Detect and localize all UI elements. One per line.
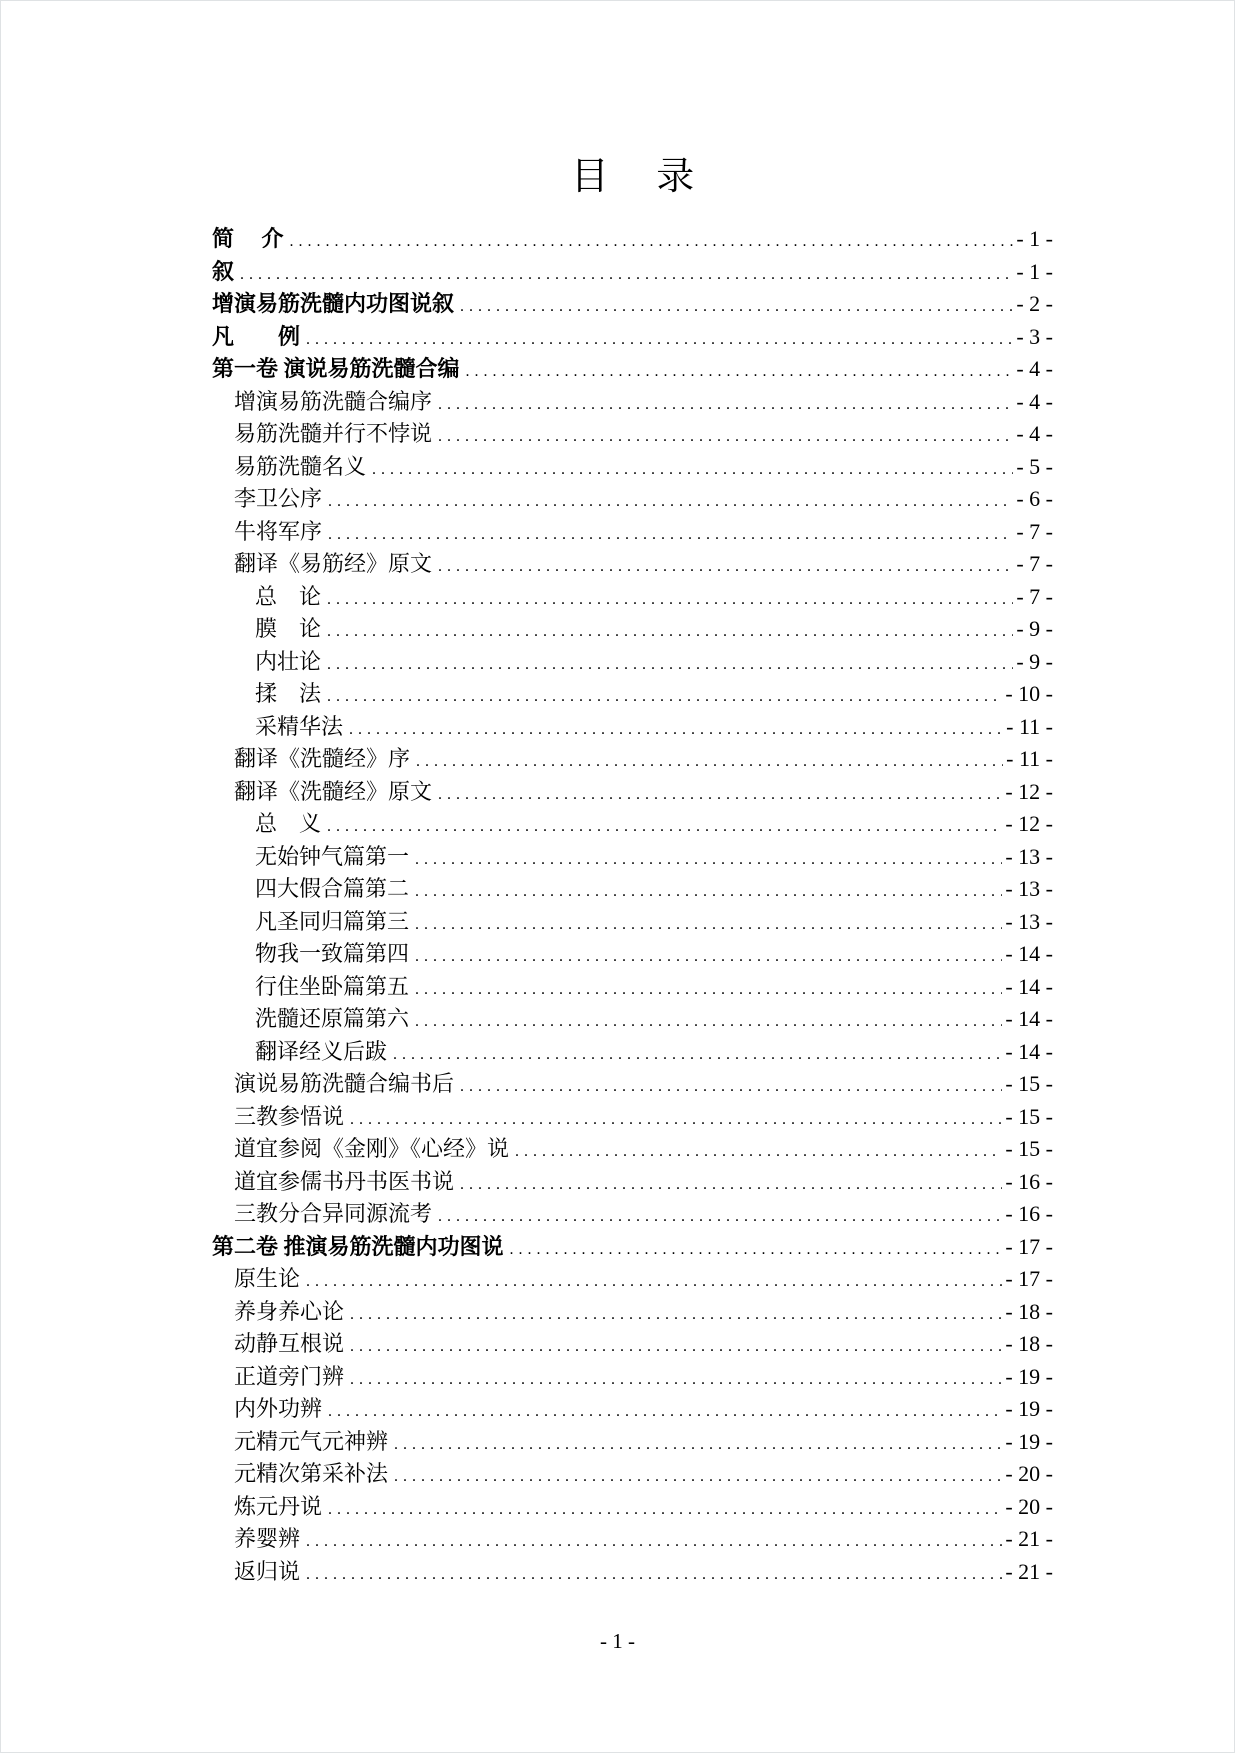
toc-entry-page: - 6 - (1016, 486, 1053, 511)
toc-entry-page: - 15 - (1005, 1136, 1053, 1161)
dot-leader (393, 1039, 1002, 1072)
toc-entry-page: - 20 - (1005, 1461, 1053, 1486)
dot-leader (350, 1104, 1002, 1137)
toc-entry-label: 内外功辨 (234, 1396, 323, 1421)
toc-entry-label: 翻译《易筋经》原文 (234, 551, 433, 576)
toc-entry (212, 906, 1053, 939)
toc-list (212, 223, 1053, 1588)
toc-entry-label: 叙 (212, 258, 235, 284)
dot-leader (438, 1201, 1002, 1234)
dot-leader (415, 876, 1002, 909)
dot-leader (306, 1526, 1002, 1559)
dot-leader (438, 421, 1013, 454)
page-number-footer: - 1 - (600, 1629, 635, 1653)
toc-entry (212, 353, 1053, 386)
toc-entry-page: - 4 - (1016, 356, 1053, 381)
toc-entry-page: - 11 - (1006, 746, 1053, 771)
toc-entry (212, 938, 1053, 971)
toc-entry (212, 1361, 1053, 1394)
toc-entry-label: 翻译《洗髓经》序 (234, 746, 411, 771)
toc-entry (212, 1231, 1053, 1264)
toc-entry (212, 548, 1053, 581)
toc-entry-label: 总 义 (255, 811, 322, 836)
toc-entry-label: 养身养心论 (234, 1298, 345, 1324)
toc-entry-page: - 13 - (1005, 876, 1053, 901)
toc-entry (212, 1133, 1053, 1166)
toc-entry-page: - 18 - (1005, 1298, 1053, 1324)
dot-leader (460, 1071, 1002, 1104)
toc-entry-page: - 13 - (1005, 908, 1053, 934)
toc-entry-label: 膜 论 (255, 616, 322, 641)
toc-entry (212, 581, 1053, 614)
dot-leader (510, 1234, 1003, 1267)
toc-entry (212, 451, 1053, 484)
dot-leader (306, 1559, 1002, 1592)
toc-entry-page: - 14 - (1005, 973, 1053, 999)
toc-entry-page: - 15 - (1005, 1071, 1053, 1096)
toc-entry (212, 321, 1053, 354)
toc-entry-label: 牛将军序 (234, 518, 323, 544)
dot-leader (327, 584, 1013, 617)
toc-entry-label: 演说易筋洗髓合编书后 (234, 1071, 455, 1096)
toc-entry-page: - 12 - (1005, 778, 1053, 804)
dot-leader (438, 779, 1002, 812)
dot-leader (415, 909, 1002, 942)
toc-entry (212, 1393, 1053, 1426)
toc-entry (212, 516, 1053, 549)
toc-entry-label: 洗髓还原篇第六 (255, 1006, 410, 1031)
dot-leader (306, 1266, 1002, 1299)
toc-entry-page: - 1 - (1016, 258, 1053, 284)
dot-leader (438, 389, 1013, 422)
toc-entry-label: 凡圣同归篇第三 (255, 908, 410, 934)
dot-leader (415, 974, 1002, 1007)
dot-leader (350, 1299, 1002, 1332)
toc-entry (212, 1426, 1053, 1459)
toc-entry (212, 1198, 1053, 1231)
dot-leader (240, 259, 1013, 292)
toc-entry (212, 808, 1053, 841)
toc-entry (212, 1556, 1053, 1589)
dot-leader (460, 1169, 1002, 1202)
toc-entry (212, 711, 1053, 744)
toc-entry-label: 三教分合异同源流考 (234, 1201, 433, 1226)
toc-entry (212, 1101, 1053, 1134)
toc-entry-page: - 19 - (1005, 1363, 1053, 1389)
toc-entry-page: - 13 - (1005, 843, 1053, 869)
dot-leader (327, 681, 1002, 714)
toc-entry (212, 743, 1053, 776)
toc-entry-label: 行住坐卧篇第五 (255, 973, 410, 999)
toc-entry-label: 总 论 (255, 583, 322, 609)
toc-entry (212, 1491, 1053, 1524)
toc-entry-label: 第一卷 演说易筋洗髓合编 (212, 356, 460, 381)
toc-entry-page: - 17 - (1005, 1266, 1053, 1291)
toc-entry-page: - 9 - (1016, 616, 1053, 641)
toc-entry-page: - 11 - (1006, 713, 1053, 739)
toc-entry (212, 288, 1053, 321)
toc-entry-label: 揉 法 (255, 681, 322, 706)
toc-entry-page: - 1 - (1016, 226, 1053, 251)
toc-entry (212, 841, 1053, 874)
toc-entry (212, 1296, 1053, 1329)
toc-entry-page: - 7 - (1016, 583, 1053, 609)
toc-entry (212, 1263, 1053, 1296)
toc-entry (212, 1458, 1053, 1491)
toc-entry-label: 元精次第采补法 (234, 1461, 389, 1486)
dot-leader (394, 1429, 1002, 1462)
dot-leader (350, 1331, 1002, 1364)
toc-entry-label: 元精元气元神辨 (234, 1428, 389, 1454)
toc-entry-label: 无始钟气篇第一 (255, 843, 410, 869)
toc-entry-page: - 10 - (1005, 681, 1053, 706)
toc-entry (212, 418, 1053, 451)
dot-leader (327, 649, 1013, 682)
toc-entry (212, 1036, 1053, 1069)
dot-leader (372, 454, 1013, 487)
toc-entry-label: 第二卷 推演易筋洗髓内功图说 (212, 1233, 504, 1259)
toc-entry-label: 易筋洗髓并行不悖说 (234, 421, 433, 446)
dot-leader (415, 1006, 1002, 1039)
toc-entry-page: - 5 - (1016, 453, 1053, 479)
toc-entry-label: 物我一致篇第四 (255, 941, 410, 966)
dot-leader (328, 1494, 1002, 1527)
toc-entry-label: 李卫公序 (234, 486, 323, 511)
toc-entry (212, 873, 1053, 906)
toc-entry-label: 炼元丹说 (234, 1493, 323, 1519)
dot-leader (328, 519, 1013, 552)
toc-entry-page: - 19 - (1005, 1428, 1053, 1454)
toc-entry-page: - 4 - (1016, 388, 1053, 414)
toc-entry-page: - 7 - (1016, 551, 1053, 576)
toc-entry-label: 翻译经义后跋 (255, 1038, 388, 1064)
toc-entry-page: - 12 - (1005, 811, 1053, 836)
toc-entry (212, 971, 1053, 1004)
dot-leader (438, 551, 1013, 584)
toc-entry-label: 道宜参阅《金刚》《心经》说 (234, 1136, 510, 1161)
dot-leader (415, 844, 1002, 877)
toc-entry (212, 1328, 1053, 1361)
dot-leader (415, 941, 1002, 974)
toc-entry-page: - 3 - (1016, 323, 1053, 349)
toc-entry-page: - 16 - (1005, 1201, 1053, 1226)
toc-entry-label: 增演易筋洗髓内功图说叙 (212, 291, 455, 316)
dot-leader (328, 1396, 1002, 1429)
toc-entry-label: 采精华法 (255, 713, 344, 739)
dot-leader (416, 746, 1003, 779)
toc-entry-page: - 17 - (1005, 1233, 1053, 1259)
toc-entry-page: - 21 - (1005, 1526, 1053, 1551)
toc-entry-label: 内壮论 (255, 648, 322, 674)
toc-entry-label: 返归说 (234, 1558, 301, 1584)
dot-leader (327, 811, 1002, 844)
toc-entry-page: - 15 - (1005, 1103, 1053, 1129)
dot-leader (349, 714, 1003, 747)
toc-entry-page: - 14 - (1005, 1006, 1053, 1031)
dot-leader (466, 356, 1014, 389)
toc-entry-label: 翻译《洗髓经》原文 (234, 778, 433, 804)
toc-entry (212, 386, 1053, 419)
dot-leader (515, 1136, 1002, 1169)
toc-entry (212, 646, 1053, 679)
toc-entry (212, 223, 1053, 256)
toc-entry-page: - 9 - (1016, 648, 1053, 674)
toc-entry-label: 原生论 (234, 1266, 301, 1291)
dot-leader (306, 324, 1013, 357)
toc-entry (212, 1003, 1053, 1036)
toc-entry (212, 678, 1053, 711)
toc-entry (212, 776, 1053, 809)
toc-entry-page: - 16 - (1005, 1168, 1053, 1194)
toc-entry-page: - 7 - (1016, 518, 1053, 544)
toc-entry (212, 1166, 1053, 1199)
toc-entry (212, 1523, 1053, 1556)
toc-entry-label: 增演易筋洗髓合编序 (234, 388, 433, 414)
toc-entry (212, 256, 1053, 289)
toc-entry-label: 凡 例 (212, 323, 301, 349)
toc-title: 目 录 (570, 156, 695, 198)
toc-entry (212, 613, 1053, 646)
toc-entry-page: - 4 - (1016, 421, 1053, 446)
toc-entry-label: 三教参悟说 (234, 1103, 345, 1129)
toc-entry (212, 483, 1053, 516)
toc-entry-label: 动静互根说 (234, 1331, 345, 1356)
dot-leader (290, 226, 1014, 259)
toc-entry-page: - 19 - (1005, 1396, 1053, 1421)
dot-leader (460, 291, 1013, 324)
toc-entry-page: - 20 - (1005, 1493, 1053, 1519)
toc-entry-label: 养婴辨 (234, 1526, 301, 1551)
toc-entry-label: 简 介 (212, 226, 284, 251)
toc-entry-page: - 2 - (1016, 291, 1053, 316)
dot-leader (350, 1364, 1002, 1397)
toc-entry-label: 四大假合篇第二 (255, 876, 410, 901)
toc-entry-page: - 18 - (1005, 1331, 1053, 1356)
table-of-contents (212, 153, 1053, 1588)
toc-entry-label: 道宜参儒书丹书医书说 (234, 1168, 455, 1194)
toc-entry-label: 正道旁门辨 (234, 1363, 345, 1389)
toc-entry-page: - 14 - (1005, 1038, 1053, 1064)
toc-entry-page: - 21 - (1005, 1558, 1053, 1584)
dot-leader (328, 486, 1013, 519)
dot-leader (394, 1461, 1002, 1494)
toc-entry-label: 易筋洗髓名义 (234, 453, 367, 479)
dot-leader (327, 616, 1013, 649)
toc-entry-page: - 14 - (1005, 941, 1053, 966)
toc-entry (212, 1068, 1053, 1101)
